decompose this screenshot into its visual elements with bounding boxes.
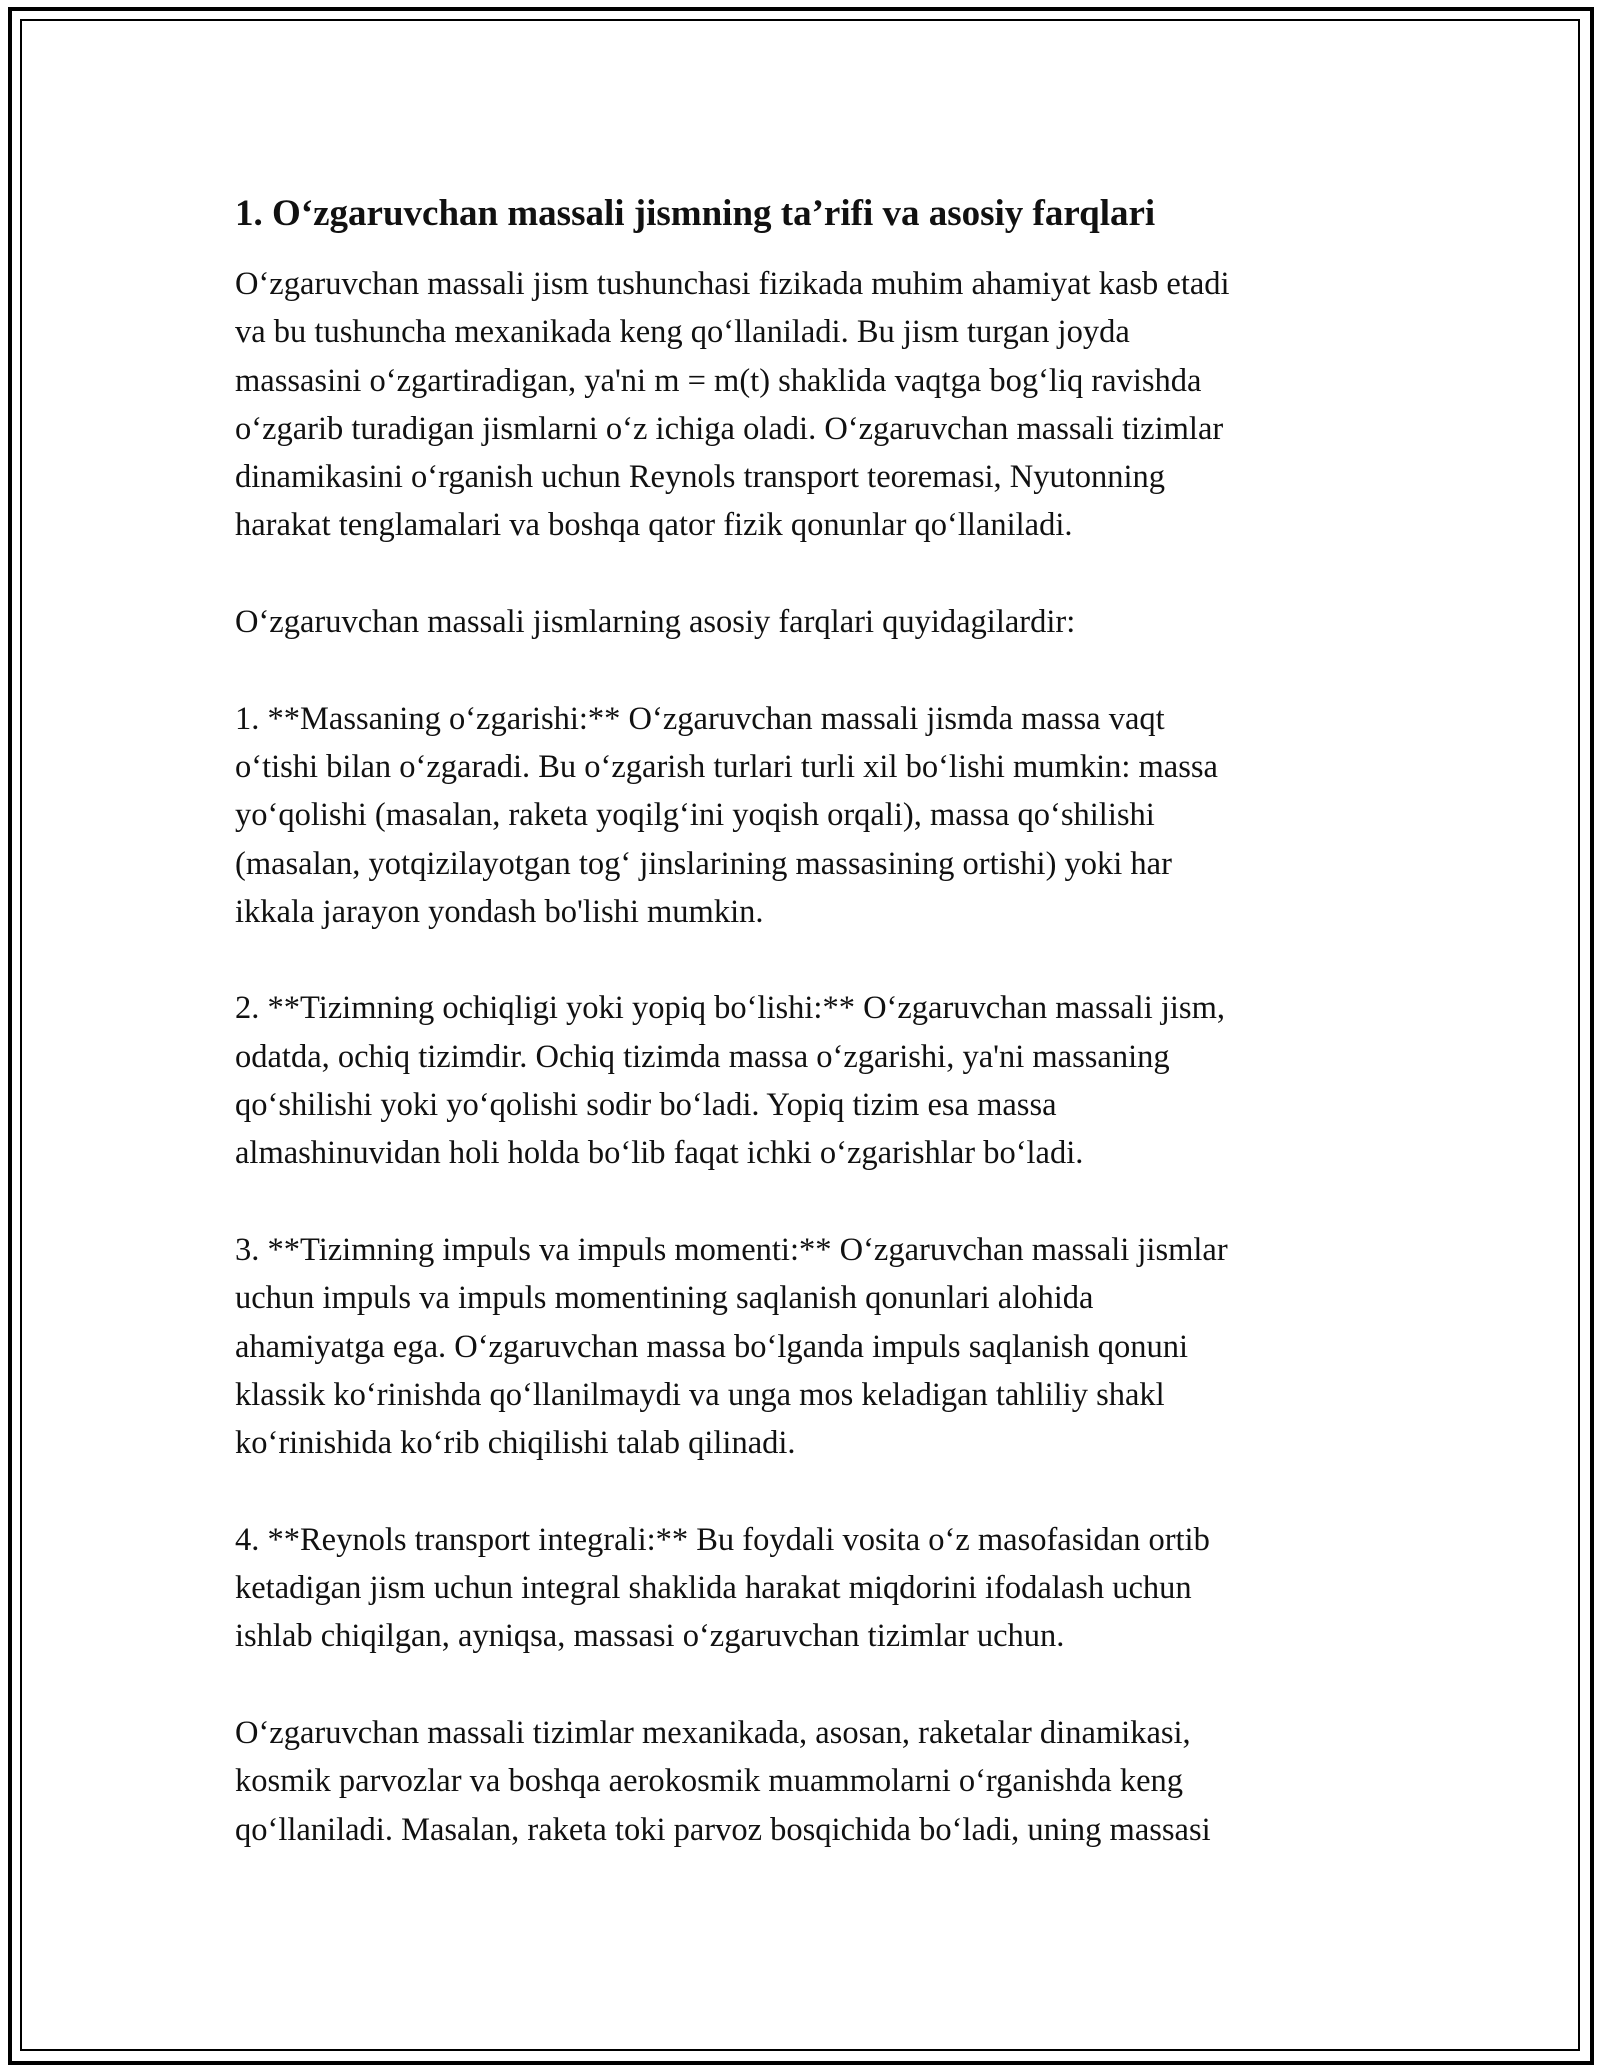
text-line: 1. **Massaning o‘zgarishi:** O‘zgaruvchan massali jismda massa vaqt [235,700,1165,737]
text-line: ko‘rinishida ko‘rib chiqilishi talab qilinadi. [235,1425,796,1462]
text-line: klassik ko‘rinishda qo‘llanilmaydi va unga mos keladigan tahliliy shakl [235,1376,1165,1413]
section-heading: 1. O‘zgaruvchan massali jismning ta’rifi va asosiy farqlari [235,193,1156,234]
text-line: massasini o‘zgartiradigan, ya'ni m = m(t) shaklida vaqtga bog‘liq ravishda [235,362,1202,399]
text-line: yo‘qolishi (masalan, raketa yoqilg‘ini yoqish orqali), massa qo‘shilishi [235,797,1155,834]
paragraph-intro [235,260,1375,550]
text-line: ketadigan jism uchun integral shaklida harakat miqdorini ifodalash uchun [235,1570,1192,1607]
text-line: O‘zgaruvchan massali tizimlar mexanikada, asosan, raketalar dinamikasi, [235,1714,1191,1751]
text-line: o‘tishi bilan o‘zgaradi. Bu o‘zgarish turlari turli xil bo‘lishi mumkin: massa [235,748,1218,785]
paragraph-closing [235,1709,1375,1854]
text-line: harakat tenglamalari va boshqa qator fizik qonunlar qo‘llaniladi. [235,507,1073,544]
text-line: va bu tushuncha mexanikada keng qo‘llaniladi. Bu jism turgan joyda [235,314,1130,351]
text-line: 2. **Tizimning ochiqligi yoki yopiq bo‘lishi:** O‘zgaruvchan massali jism, [235,990,1225,1027]
text-line: qo‘llaniladi. Masalan, raketa toki parvoz bosqichida bo‘ladi, uning massasi [235,1811,1211,1848]
list-item-1 [235,695,1375,936]
text-line: ikkala jarayon yondash bo'lishi mumkin. [235,893,764,930]
text-line: uchun impuls va impuls momentining saqlanish qonunlari alohida [235,1280,1094,1317]
text-line: 3. **Tizimning impuls va impuls momenti:** O‘zgaruvchan massali jismlar [235,1231,1228,1268]
list-item-2 [235,984,1375,1177]
paragraph-list-intro [235,598,1375,646]
text-line: ahamiyatga ega. O‘zgaruvchan massa bo‘lganda impuls saqlanish qonuni [235,1328,1189,1365]
document-body [235,186,1375,1854]
text-line: almashinuvidan holi holda bo‘lib faqat ichki o‘zgarishlar bo‘ladi. [235,1135,1084,1172]
text-line: qo‘shilishi yoki yo‘qolishi sodir bo‘ladi. Yopiq tizim esa massa [235,1087,1057,1124]
list-item-4 [235,1516,1375,1661]
text-line: odatda, ochiq tizimdir. Ochiq tizimda massa o‘zgarishi, ya'ni massaning [235,1038,1170,1075]
list-item-3 [235,1226,1375,1467]
text-line: 4. **Reynols transport integrali:** Bu foydali vosita o‘z masofasidan ortib [235,1521,1210,1558]
text-line: kosmik parvozlar va boshqa aerokosmik muammolarni o‘rganishda keng [235,1763,1183,1800]
text-line: O‘zgaruvchan massali jism tushunchasi fizikada muhim ahamiyat kasb etadi [235,266,1230,302]
text-line: dinamikasini o‘rganish uchun Reynols transport teoremasi, Nyutonning [235,459,1166,496]
text-line: O‘zgaruvchan massali jismlarning asosiy farqlari quyidagilardir: [235,604,1076,641]
text-line: ishlab chiqilgan, ayniqsa, massasi o‘zgaruvchan tizimlar uchun. [235,1618,1065,1655]
text-line: (masalan, yotqizilayotgan tog‘ jinslarining massasining ortishi) yoki har [235,845,1172,882]
text-line: o‘zgarib turadigan jismlarni o‘z ichiga oladi. O‘zgaruvchan massali tizimlar [235,410,1224,447]
